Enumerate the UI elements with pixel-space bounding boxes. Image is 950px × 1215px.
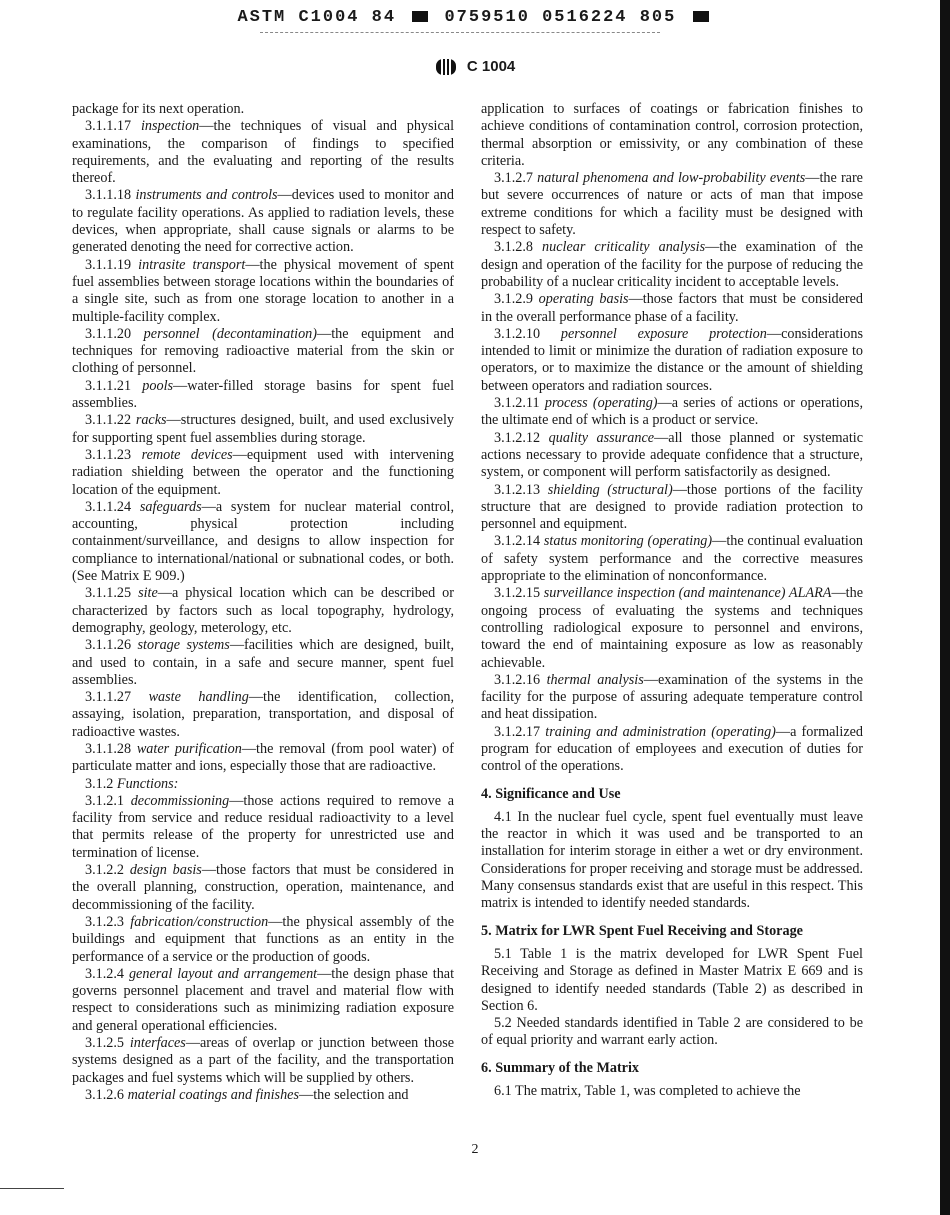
right-column: [481, 101, 863, 1100]
section-paragraph: 5.2 Needed standards identified in Table 2 are considered to be of equal priority and warrant early action.: [481, 1015, 863, 1049]
clause-number: 3.1.2.8: [494, 239, 534, 256]
clause-number: 3.1.1.17: [85, 118, 132, 135]
definition-paragraph: [481, 724, 863, 776]
redaction-block: [412, 11, 428, 22]
definition-text: —the equipment and techniques for removing radioactive material from the skin or clothing of personnel.: [72, 325, 455, 377]
definition-paragraph: [72, 447, 454, 499]
defined-term: intrasite transport: [138, 256, 246, 273]
clause-number: 3.1.2.13: [494, 481, 541, 498]
definition-text: —those portions of the facility structure that are designed to provide radiation protection to personnel and equipment.: [481, 481, 863, 533]
clause-number: 3.1.2.4: [85, 965, 125, 982]
definition-text: application to surfaces of coatings or fabrication finishes to achieve conditions of contamination control, corrosion protection, thermal absorption or emissivity, or any combination of these criteria.: [481, 101, 863, 169]
definition-paragraph: [72, 776, 454, 793]
code-part-1: ASTM C1004 84: [237, 8, 397, 27]
astm-logo-icon: [435, 56, 457, 78]
defined-term: instruments and controls: [135, 187, 278, 204]
clause-number: 3.1.2.14: [494, 533, 541, 550]
definition-text: —the identification, collection, assaying, isolation, preparation, transportation, and disposal of radioactive wastes.: [72, 689, 454, 740]
defined-term: quality assurance: [548, 429, 655, 446]
clause-number: 3.1.1.18: [85, 187, 132, 204]
clause-number: 3.1.1.19: [85, 256, 132, 273]
header-rule: [260, 32, 660, 33]
definition-text: —devices used to monitor and to regulate facility operations. As applied to radiation levels, these devices, when appropriate, shall cause signals or alarms to be generated denoting the need for corrective action.: [72, 187, 454, 256]
definition-text: —the continual evaluation of safety system performance and the corrective measures appropriate to the elimination of nonconformance.: [481, 533, 864, 585]
definition-paragraph: [481, 101, 863, 170]
definition-paragraph: [481, 291, 863, 326]
definition-paragraph: [72, 689, 454, 741]
clause-number: 3.1.1.28: [85, 740, 132, 757]
definition-text: —all those planned or systematic actions necessary to provide adequate confidence that a structure, system, or component will perform satisfactorily as designed.: [481, 429, 864, 481]
defined-term: personnel (decontamination): [143, 325, 317, 342]
defined-term: waste handling: [148, 689, 249, 706]
defined-term: safeguards: [139, 498, 202, 515]
defined-term: surveillance inspection (and maintenance) ALARA: [543, 585, 832, 602]
definition-paragraph: [72, 585, 454, 637]
page-number: 2: [471, 1142, 479, 1157]
clause-number: 3.1.2.11: [494, 395, 540, 412]
definition-text: —areas of overlap or junction between those systems designed as a part of the facility, and the transportation packages and fuel systems which will be supplied by others.: [72, 1035, 455, 1086]
code-part-2: 0759510 0516224 805: [444, 8, 677, 27]
definition-paragraph: [72, 637, 454, 689]
definition-text: —the ongoing process of evaluating the systems and techniques controlling radiological exposure to personnel and environs, toward the end of maintaining exposure as low as reasonably achievable.: [481, 585, 864, 671]
section-paragraph: 6.1 The matrix, Table 1, was completed to achieve the: [494, 1083, 801, 1100]
defined-term: process (operating): [544, 395, 658, 412]
definition-paragraph: [481, 170, 863, 239]
definition-text: —those factors that must be considered in the overall performance phase of a facility.: [481, 291, 864, 325]
defined-term: general layout and arrangement: [128, 965, 318, 982]
definition-text: —the design phase that governs personnel placement and travel and material flow with respect to considerations such as minimizing radiation exposure and general operational efficiencies.: [72, 965, 455, 1034]
defined-term: shielding (structural): [547, 481, 673, 498]
section-paragraph: 4.1 In the nuclear fuel cycle, spent fuel eventually must leave the reactor in which it was used and be transported to an installation for interim storage in either a wet or dry environment. Considerations for proper receiving and storage must be addressed. Many consensus standards exist that are useful in this respect. This matrix is intended to identify needed standards.: [481, 808, 863, 912]
defined-term: fabrication/construction: [130, 913, 269, 930]
definition-paragraph: [72, 914, 454, 966]
definition-text: —facilities which are designed, built, and used to contain, in a safe and secure manner, spent fuel assemblies.: [72, 637, 454, 688]
clause-number: 3.1.2.12: [494, 429, 541, 446]
clause-number: 3.1.2.7: [494, 170, 534, 187]
defined-term: operating basis: [538, 291, 629, 308]
definition-paragraph: [72, 793, 454, 862]
defined-term: remote devices: [141, 446, 233, 463]
clause-number: 3.1.2.3: [85, 913, 125, 930]
document-code-line: [0, 8, 950, 27]
clause-number: 3.1.1.27: [85, 689, 132, 706]
definition-text: —those factors that must be considered in the overall planning, construction, operation, maintenance, and decommissioning of the facility.: [72, 862, 455, 913]
definition-text: —a system for nuclear material control, accounting, physical protection including containment/surveillance, and designs to allow inspection for compliance to international/national or subnational codes, or both. (See Matrix E 909.): [72, 498, 454, 585]
definition-paragraph: [72, 378, 454, 413]
clause-number: 3.1.1.26: [85, 637, 132, 654]
definition-paragraph: [72, 257, 454, 326]
clause-number: 3.1.2: [85, 775, 114, 792]
section-paragraph: 5.1 Table 1 is the matrix developed for LWR Spent Fuel Receiving and Storage as defined in Master Matrix E 669 and is designed to identify needed standards (Table 2) as described in Section 6.: [481, 945, 863, 1014]
clause-number: 3.1.2.5: [85, 1035, 125, 1052]
defined-term: storage systems: [137, 637, 230, 654]
definition-paragraph: [72, 862, 454, 914]
defined-term: thermal analysis: [546, 671, 644, 688]
clause-number: 3.1.2.1: [85, 792, 125, 809]
definition-paragraph: [72, 1087, 454, 1104]
clause-number: 3.1.1.21: [85, 377, 132, 394]
defined-term: material coatings and finishes: [127, 1086, 299, 1103]
standard-header: [0, 56, 950, 78]
clause-number: 3.1.2.17: [494, 723, 541, 740]
definition-paragraph: [72, 1035, 454, 1087]
defined-term: design basis: [129, 862, 202, 879]
defined-term: status monitoring (operating): [543, 533, 713, 550]
defined-term: water purification: [136, 740, 242, 757]
clause-number: 3.1.1.23: [85, 446, 132, 463]
definition-text: —those actions required to remove a facility from service and reduce residual radioactivity to a level that permits release of the property for unrestricted use and termination of license.: [72, 792, 455, 861]
clause-number: 3.1.2.15: [494, 585, 541, 602]
definition-paragraph: [481, 533, 863, 585]
defined-term: site: [138, 585, 158, 602]
defined-term: inspection: [140, 118, 200, 135]
clause-number: 3.1.2.2: [85, 862, 125, 879]
footer-rule: [0, 1188, 64, 1189]
definition-text: —water-filled storage basins for spent fuel assemblies.: [72, 377, 455, 412]
clause-number: 3.1.2.9: [494, 291, 534, 308]
defined-term: racks: [135, 412, 167, 429]
definition-text: —a series of actions or operations, the ultimate end of which is a product or service.: [481, 395, 863, 429]
definition-paragraph: [481, 326, 863, 395]
scan-edge: [940, 0, 950, 1215]
definition-text: —the selection and: [299, 1086, 409, 1103]
definition-paragraph: [481, 672, 863, 724]
definition-paragraph: [72, 101, 454, 118]
redaction-block: [693, 11, 709, 22]
section-heading: 4. Significance and Use: [481, 785, 621, 802]
definition-text: —the rare but severe occurrences of nature or acts of man that impose extreme conditions for which a facility must be designed with respect to safety.: [481, 170, 863, 239]
definition-paragraph: [72, 966, 454, 1035]
defined-term: interfaces: [129, 1035, 186, 1052]
definition-paragraph: [72, 187, 454, 256]
defined-term: decommissioning: [130, 792, 230, 809]
standard-id: C 1004: [466, 57, 516, 75]
left-column: [72, 101, 454, 1104]
defined-term: personnel exposure protection: [560, 325, 767, 342]
definition-text: —the removal (from pool water) of particulate matter and ions, especially those that are radioactive.: [72, 740, 454, 775]
section-heading: 6. Summary of the Matrix: [481, 1059, 640, 1076]
definition-text: —the techniques of visual and physical examinations, the comparison of findings to specified requirements, and the evaluating and reporting of the results thereof.: [72, 118, 455, 187]
definition-text: —a formalized program for education of employees and execution of duties for control of the operations.: [481, 723, 864, 775]
definition-text: —the physical movement of spent fuel assemblies between storage locations within the boundaries of a single site, such as from one storage location to another in a multiple-facility complex.: [72, 256, 454, 325]
definition-paragraph: [481, 239, 863, 291]
definition-paragraph: [481, 395, 863, 430]
definition-text: —considerations intended to limit or minimize the duration of radiation exposure to operators, or to maximize the distance or the amount of shielding between operators and radiation sources.: [481, 325, 864, 394]
defined-term: training and administration (operating): [545, 723, 776, 740]
definition-paragraph: [72, 118, 454, 187]
definition-text: —equipment used with intervening radiation shielding between the operator and the functioning location of the equipment.: [72, 446, 454, 498]
defined-term: Functions:: [116, 775, 179, 792]
definition-text: —a physical location which can be described or characterized by factors such as local topography, hydrology, demography, geology, meterology, etc.: [72, 585, 454, 636]
section-heading: 5. Matrix for LWR Spent Fuel Receiving and Storage: [481, 922, 803, 939]
clause-number: 3.1.1.22: [85, 412, 132, 429]
definition-text: —structures designed, built, and used exclusively for supporting spent fuel assemblies during storage.: [72, 412, 454, 446]
definition-text: —the physical assembly of the buildings and equipment that functions as an entity in the performance of a service or the production of goods.: [72, 913, 454, 965]
definition-text: package for its next operation.: [72, 101, 245, 117]
defined-term: natural phenomena and low-probability events: [537, 170, 806, 187]
clause-number: 3.1.2.10: [494, 325, 541, 342]
clause-number: 3.1.1.25: [85, 585, 132, 602]
clause-number: 3.1.1.20: [85, 325, 132, 342]
clause-number: 3.1.1.24: [85, 498, 132, 515]
clause-number: 3.1.2.16: [494, 671, 541, 688]
definition-paragraph: [481, 585, 863, 671]
definition-paragraph: [481, 430, 863, 482]
definition-paragraph: [481, 482, 863, 534]
definition-paragraph: [72, 412, 454, 447]
definition-text: —examination of the systems in the facility for the purpose of assuring adequate temperature control and heat dissipation.: [481, 671, 864, 723]
definition-paragraph: [72, 741, 454, 776]
defined-term: nuclear criticality analysis: [542, 239, 706, 256]
definition-text: —the examination of the design and operation of the facility for the purpose of reducing the probability of a nuclear criticality incident to acceptable levels.: [481, 239, 863, 290]
definition-paragraph: [72, 326, 454, 378]
definition-paragraph: [72, 499, 454, 585]
defined-term: pools: [142, 377, 174, 394]
clause-number: 3.1.2.6: [85, 1086, 125, 1103]
